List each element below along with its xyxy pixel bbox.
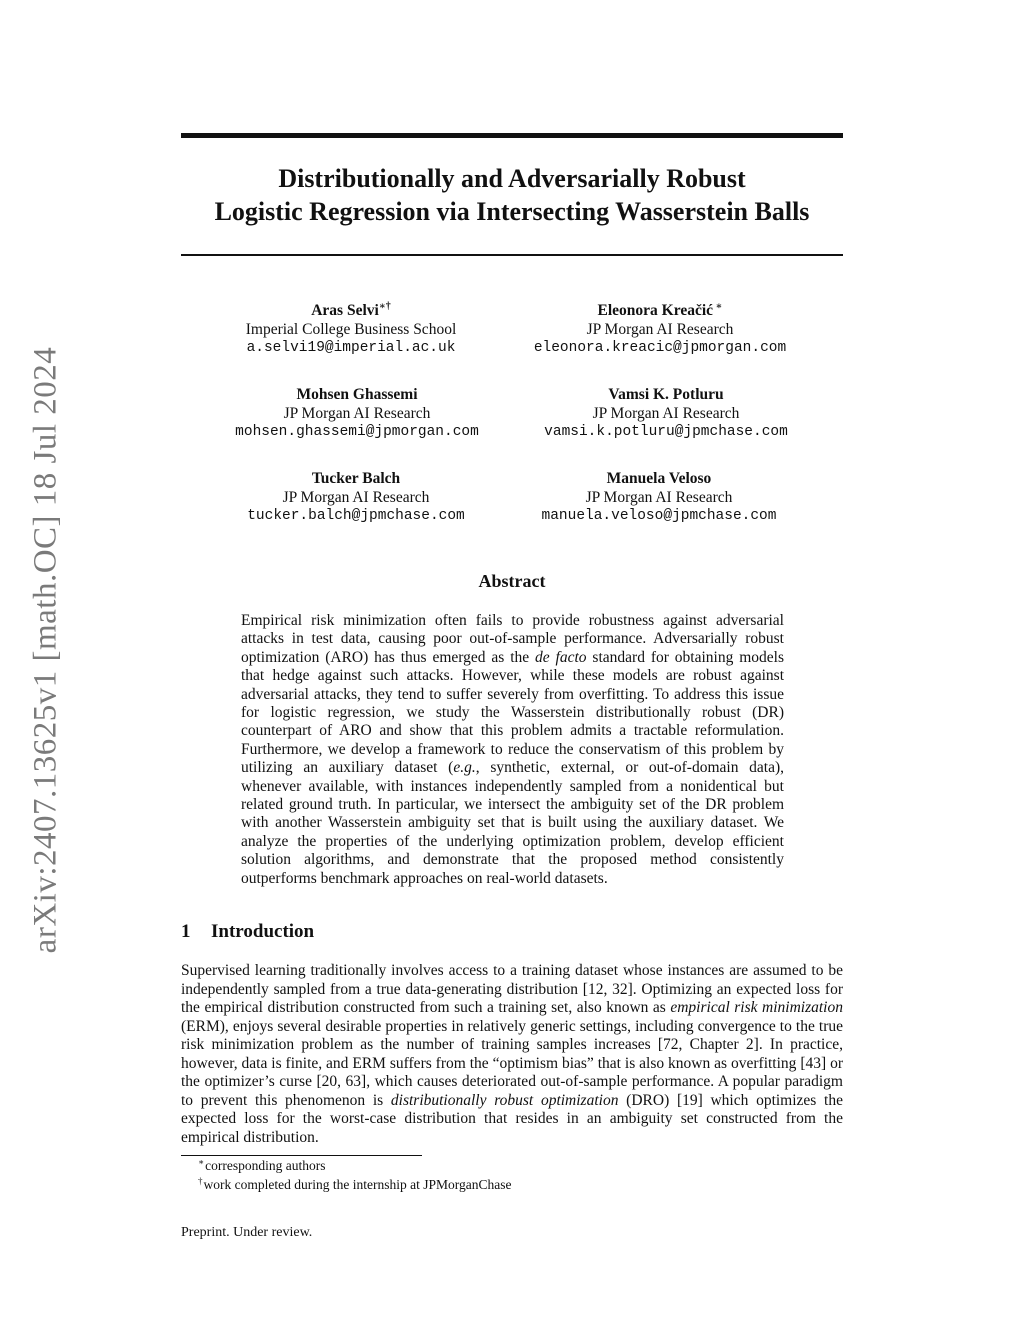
author-block [501,385,831,442]
author-block [192,385,522,442]
author-affiliation: JP Morgan AI Research [592,405,740,422]
footnote-separator [181,1155,422,1156]
author-email: manuela.veloso@jpmchase.com [541,508,777,524]
author-name: Vamsi K. Potluru [608,386,724,403]
abstract-heading: Abstract [478,571,546,591]
author-name: Manuela Veloso [606,470,712,487]
preprint-footer: Preprint. Under review. [181,1225,313,1240]
section-heading-introduction [181,921,314,943]
section-number: 1 [181,921,191,942]
paper-title [181,162,843,228]
paper-title-line-1: Distributionally and Adversarially Robust [278,164,746,193]
author-block [186,301,516,358]
author-email: eleonora.kreacic@jpmorgan.com [533,340,787,356]
section-title: Introduction [211,921,315,942]
author-name: Mohsen Ghassemi [296,386,418,403]
footnote: ∗corresponding authors [198,1156,326,1173]
abstract-text: Empirical risk minimization often fails to provide robustness against adversarial attacks in test data, causing poor out-of-sample performance. Adversarially robust optimization (ARO) has thus emerged as the de facto standard for obtaining models that hedge against such attacks. However, while these models are robust against adversarial attacks, they tend to suffer severely from overfitting. To address this issue for logistic regression, we study the Wasserstein distributionally robust (DR) counterpart of ARO and show that this problem admits a tractable reformulation. Furthermore, we develop a framework to reduce the conservatism of this problem by utilizing an auxiliary dataset (e.g., synthetic, external, or out-of-domain data), whenever available, with instances independently sampled from a nonidentical but related ground truth. In particular, we intersect the ambiguity set of the DR problem with another Wasserstein ambiguity set that is built using the auxiliary dataset. We analyze the properties of the underlying optimization problem, develop efficient solution algorithms, and demonstrate that the proposed method consistently outperforms benchmark approaches on real-world datasets. [241,612,785,887]
author-block [494,469,824,526]
author-email: a.selvi19@imperial.ac.uk [246,340,456,356]
author-affiliation: JP Morgan AI Research [282,489,430,506]
title-bottom-rule [181,254,843,256]
author-affiliation: JP Morgan AI Research [283,405,431,422]
author-name: Eleonora Kreačić ∗ [597,300,723,319]
author-block [495,301,825,358]
author-email: vamsi.k.potluru@jpmchase.com [544,424,788,440]
author-name: Tucker Balch [311,470,401,487]
author-email: mohsen.ghassemi@jpmorgan.com [235,424,479,440]
author-affiliation: JP Morgan AI Research [586,321,734,338]
author-affiliation: JP Morgan AI Research [585,489,733,506]
paper-title-line-2: Logistic Regression via Intersecting Wasserstein Balls [214,197,810,226]
title-top-rule [181,133,843,138]
introduction-paragraph: Supervised learning traditionally involves access to a training dataset whose instances are assumed to be independently sampled from a true data-generating distribution [12, 32]. Optimizing an expected loss for the empirical distribution constructed from such a training set, also known as empirical risk minimization (ERM), enjoys several desirable properties in relatively generic settings, including convergence to the true risk minimization problem as the number of training samples increases [72, Chapter 2]. In practice, however, data is finite, and ERM suffers from the “optimism bias” that is also known as overfitting [43] or the optimizer’s curse [20, 63], which causes deteriorated out-of-sample performance. A popular paradigm to prevent this phenomenon is distributionally robust optimization (DRO) [19] which optimizes the expected loss for the worst-case distribution that resides in an ambiguity set constructed from the empirical distribution. [181,962,843,1146]
author-email: tucker.balch@jpmchase.com [247,508,465,524]
footnote: †work completed during the internship at JPMorganChase [198,1175,512,1192]
author-block [191,469,521,526]
arxiv-identifier-stamp: arXiv:2407.13625v1 [math.OC] 18 Jul 2024 [27,346,64,954]
author-affiliation: Imperial College Business School [245,321,457,338]
author-name: Aras Selvi∗† [311,300,391,319]
